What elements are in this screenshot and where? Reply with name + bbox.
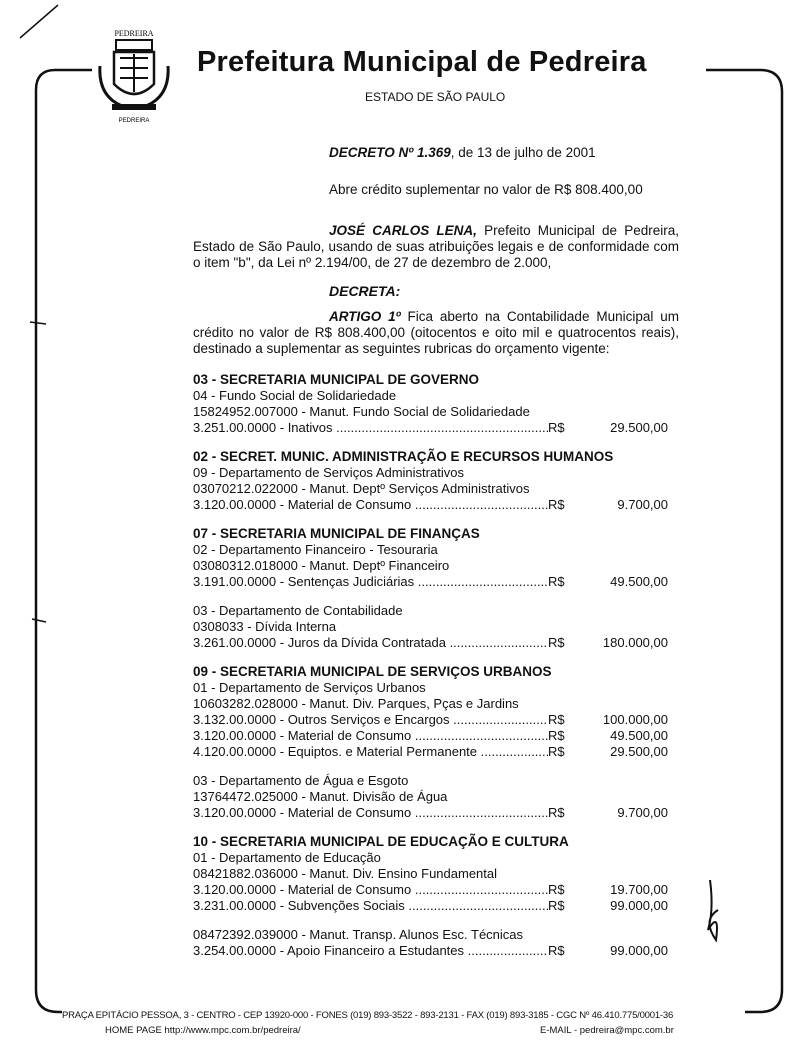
section-subline: 01 - Departamento de Serviços Urbanos	[193, 680, 426, 695]
item-amount: 29.500,00	[610, 420, 668, 435]
decree-heading	[329, 145, 596, 160]
item-description: 3.231.00.0000 - Subvenções Sociais .....	[193, 898, 548, 914]
decreta-heading: DECRETA:	[329, 283, 401, 299]
budget-section	[193, 834, 673, 914]
article-label: ARTIGO 1º	[329, 309, 401, 324]
municipal-crest-logo	[92, 26, 176, 126]
section-subline: 03080312.018000 - Manut. Deptº Financeiro	[193, 558, 450, 573]
budget-line-item	[193, 898, 673, 914]
section-subline: 0308033 - Dívida Interna	[193, 619, 337, 634]
item-amount: 100.000,00	[602, 712, 668, 727]
item-currency: R$	[548, 574, 565, 589]
item-currency: R$	[548, 635, 565, 650]
section-subline: 01 - Departamento de Educação	[193, 850, 381, 865]
budget-line-item	[193, 882, 673, 898]
svg-text:PEDREIRA: PEDREIRA	[118, 118, 150, 124]
item-description: 3.254.00.0000 - Apoio Financeiro a Estudantes .....	[193, 943, 548, 959]
section-heading: 09 - SECRETARIA MUNICIPAL DE SERVIÇOS URBANOS	[193, 664, 552, 679]
item-currency: R$	[548, 943, 565, 958]
budget-section	[193, 927, 673, 959]
signature-marks	[690, 870, 790, 1000]
footer-homepage: HOME PAGE http://www.mpc.com.br/pedreira/	[105, 1025, 301, 1036]
decree-number: DECRETO Nº 1.369	[329, 145, 451, 160]
section-subline: 04 - Fundo Social de Solidariedade	[193, 388, 397, 403]
item-description: 3.120.00.0000 - Material de Consumo .....	[193, 805, 548, 821]
svg-text:PEDREIRA: PEDREIRA	[114, 29, 154, 38]
budget-section	[193, 664, 673, 760]
budget-line-item	[193, 943, 673, 959]
article-paragraph	[193, 309, 679, 357]
item-currency: R$	[548, 728, 565, 743]
budget-line-item	[193, 635, 673, 651]
item-amount: 29.500,00	[610, 744, 668, 759]
item-amount: 9.700,00	[617, 497, 668, 512]
item-currency: R$	[548, 744, 565, 759]
item-description: 3.120.00.0000 - Material de Consumo .....	[193, 882, 548, 898]
budget-line-item	[193, 420, 673, 436]
item-currency: R$	[548, 898, 565, 913]
budget-section	[193, 449, 673, 513]
section-subline: 10603282.028000 - Manut. Div. Parques, Pças e Jardins	[193, 696, 519, 711]
budget-line-item	[193, 728, 673, 744]
section-subline: 08421882.036000 - Manut. Div. Ensino Fundamental	[193, 866, 498, 881]
item-amount: 99.000,00	[610, 898, 668, 913]
budget-sections	[193, 372, 673, 972]
budget-section	[193, 773, 673, 821]
section-subline: 03070212.022000 - Manut. Deptº Serviços Administrativos	[193, 481, 530, 496]
item-currency: R$	[548, 497, 565, 512]
item-description: 3.251.00.0000 - Inativos .....	[193, 420, 548, 436]
page-title: Prefeitura Municipal de Pedreira	[197, 46, 647, 78]
item-description: 3.132.00.0000 - Outros Serviços e Encargos .....	[193, 712, 548, 728]
decree-summary: Abre crédito suplementar no valor de R$ 808.400,00	[329, 182, 643, 197]
item-currency: R$	[548, 882, 565, 897]
footer-address: PRAÇA EPITÁCIO PESSOA, 3 - CENTRO - CEP 13920-000 - FONES (019) 893-3522 - 893-2131 - FAX (019) 893-3185 - CGC Nº 46.410.775/0001-36	[62, 1010, 674, 1021]
section-subline: 03 - Departamento de Água e Esgoto	[193, 773, 409, 788]
item-currency: R$	[548, 712, 565, 727]
mayor-name: JOSÉ CARLOS LENA,	[329, 223, 477, 238]
article-text: Fica aberto na Contabilidade Municipal um crédito no valor de R$ 808.400,00 (oitocentos e oito mil e quatrocentos reais), destinado a suplementar as seguintes rubricas do orçamento vigente:	[193, 309, 679, 356]
item-amount: 19.700,00	[610, 882, 668, 897]
decree-date: , de 13 de julho de 2001	[450, 145, 596, 160]
footer-email: E-MAIL - pedreira@mpc.com.br	[540, 1025, 674, 1036]
section-subline: 03 - Departamento de Contabilidade	[193, 603, 403, 618]
section-heading: 07 - SECRETARIA MUNICIPAL DE FINANÇAS	[193, 526, 480, 541]
budget-line-item	[193, 712, 673, 728]
budget-line-item	[193, 574, 673, 590]
budget-section	[193, 372, 673, 436]
item-description: 3.191.00.0000 - Sentenças Judiciárias .....	[193, 574, 548, 590]
budget-line-item	[193, 744, 673, 760]
budget-section	[193, 526, 673, 590]
item-amount: 49.500,00	[610, 728, 668, 743]
budget-line-item	[193, 497, 673, 513]
section-subline: 02 - Departamento Financeiro - Tesouraria	[193, 542, 438, 557]
item-amount: 9.700,00	[617, 805, 668, 820]
item-currency: R$	[548, 420, 565, 435]
section-subline: 13764472.025000 - Manut. Divisão de Água	[193, 789, 448, 804]
item-amount: 180.000,00	[602, 635, 668, 650]
section-subline: 15824952.007000 - Manut. Fundo Social de Solidariedade	[193, 404, 530, 419]
section-heading: 03 - SECRETARIA MUNICIPAL DE GOVERNO	[193, 372, 480, 387]
budget-section	[193, 603, 673, 651]
item-amount: 99.000,00	[610, 943, 668, 958]
item-description: 3.261.00.0000 - Juros da Dívida Contratada .....	[193, 635, 548, 651]
section-heading: 02 - SECRET. MUNIC. ADMINISTRAÇÃO E RECURSOS HUMANOS	[193, 449, 614, 464]
state-subtitle: ESTADO DE SÃO PAULO	[365, 90, 506, 104]
item-amount: 49.500,00	[610, 574, 668, 589]
section-subline: 09 - Departamento de Serviços Administrativos	[193, 465, 464, 480]
preamble-paragraph	[193, 223, 679, 271]
item-description: 4.120.00.0000 - Equiptos. e Material Permanente .....	[193, 744, 548, 760]
section-heading: 10 - SECRETARIA MUNICIPAL DE EDUCAÇÃO E CULTURA	[193, 834, 569, 849]
item-description: 3.120.00.0000 - Material de Consumo .....	[193, 497, 548, 513]
item-description: 3.120.00.0000 - Material de Consumo .....	[193, 728, 548, 744]
item-currency: R$	[548, 805, 565, 820]
preamble-text: Prefeito Municipal de Pedreira, Estado de São Paulo, usando de suas atribuições legais e de conformidade com o item "b", da Lei nº 2.194/00, de 27 de dezembro de 2.000,	[193, 223, 679, 270]
budget-line-item	[193, 805, 673, 821]
section-subline: 08472392.039000 - Manut. Transp. Alunos Esc. Técnicas	[193, 927, 524, 942]
